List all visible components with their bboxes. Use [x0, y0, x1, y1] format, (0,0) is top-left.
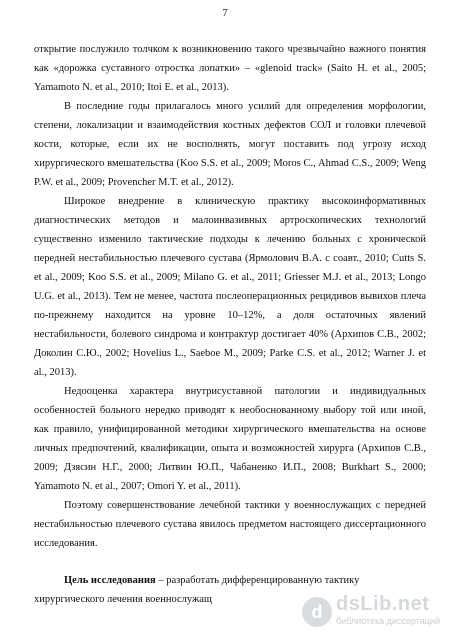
- aim-paragraph: [34, 571, 426, 590]
- paragraph-1: открытие послужило толчком к возникновению такого чрезвычайно важного понятия как «дорожка суставного отростка лопатки» – «glenoid track» (Saito H. et al., 2005; Yamamoto N. et al., 2010; Itoi E. et al., 2013).: [34, 44, 426, 93]
- paragraph-4: Недооценка характера внутрисуставной патологии и индивидуальных особенностей больного нередко приводят к необоснованному выбору той или иной, как правило, унифицированной методики хирургического вмешательства на основе личных предпочтений, квалификации, опыта и возможностей хирурга (Архипов С.В., 2009; Дзясин Н.Г., 2000; Литвин Ю.П., Чабаненко И.П., 2008; Burkhart S., 2000; Yamamoto N. et al., 2007; Omori Y. et al., 2011).: [34, 386, 426, 492]
- paragraph-3: Широкое внедрение в клиническую практику высокоинформативных диагностических методов и малоинвазивных артроскопических технологий существенно изменило тактические подходы к лечению больных с хронической передней нестабильностью плечевого сустава (Ярмолович В.А. с соавт., 2010; Cutts S. et al., 2009; Koo S.S. et al., 2009; Milano G. et al., 2011; Griesser M.J. et al., 2013; Longo U.G. et al., 2013). Тем не менее, частота послеоперационных рецидивов вывихов плеча по-прежнему находится на уровне 10–12%, а доля остаточных явлений нестабильности, болевого синдрома и контрактур достигает 40% (Архипов С.В., 2002; Доколин С.Ю., 2002; Hovelius L., Saeboe M., 2009; Parke C.S. et al., 2012; Warner J. et al., 2013).: [34, 196, 426, 378]
- paragraph-5: Поэтому совершенствование лечебной тактики у военнослужащих с передней нестабильностью плечевого сустава явилось предметом настоящего диссертационного исследования.: [34, 500, 426, 549]
- paragraph-2: В последние годы прилагалось много усилий для определения морфологии, степени, локализации и взаимодействия костных дефектов СОЛ и головки плечевой кости, которые, если их не восполнять, могут поставить под угрозу исход хирургического вмешательства (Koo S.S. et al., 2009; Moros C., Ahmad C.S., 2009; Weng P.W. et al., 2009; Provencher M.T. et al., 2012).: [34, 101, 426, 188]
- watermark-subtitle: библиотека диссертаций: [336, 616, 441, 626]
- page-number: 7: [222, 8, 228, 19]
- document-body: [34, 40, 426, 609]
- watermark-brand: dsLib.net: [336, 593, 430, 615]
- aim-continuation: хирургического лечения военнослужащ: [34, 594, 212, 605]
- watermark: [302, 591, 442, 629]
- dslib-logo-icon: d: [302, 597, 332, 627]
- aim-label: Цель исследования: [64, 575, 156, 586]
- aim-text: – разработать дифференцированную тактику: [155, 575, 360, 586]
